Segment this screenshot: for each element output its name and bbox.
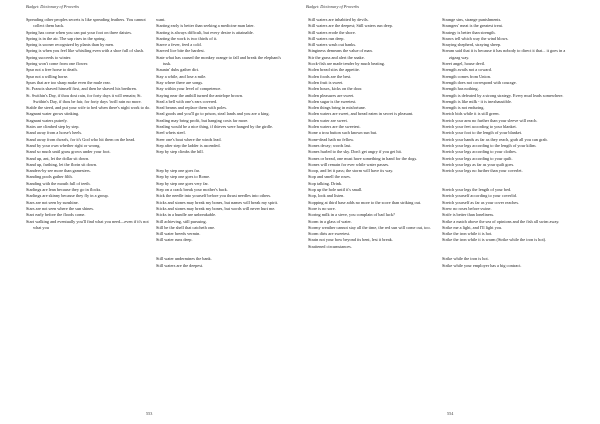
proverb-entry: Step by step one goes far.: [156, 168, 200, 174]
proverb-entry: Store is no sore.: [308, 205, 336, 211]
proverb-entry: Still water undermines the bank.: [156, 256, 212, 262]
proverb-entry: Stretch your legs the length of your bed.: [442, 187, 512, 193]
running-head-right: Budget: Dictionary of Proverbs: [306, 4, 359, 9]
proverb-entry: Stretch your legs according to your clothes.: [442, 149, 517, 155]
proverb-entry: Steer one's boat where the winds lead.: [156, 136, 222, 142]
proverb-entry: Steal beams and replace them with poles.: [156, 105, 227, 111]
proverb-entry: Strain not your bow beyond its bent, lest it break.: [308, 237, 393, 243]
proverb-entry: Standers-by see more than gamesters.: [26, 168, 91, 174]
proverb-entry: Stone-dead hath no fellow.: [308, 136, 355, 142]
proverb-entry: Stretch your foot to the length of your blanket.: [442, 130, 523, 136]
proverb-entry: Steal a bell with one's ears covered.: [156, 98, 218, 104]
proverb-entry: Spring has come when you can put your foot on three daisies.: [26, 29, 132, 35]
proverb-entry: Stopping at third base adds no more to the score than striking out.: [308, 199, 422, 205]
proverb-entry: Stealing may bring profit, but hanging costs far more.: [156, 117, 249, 123]
proverb-entry: Stand up, ant, let the dollar sit down.: [26, 155, 90, 161]
proverb-entry: Step by step climbs the hill.: [156, 149, 204, 155]
proverb-entry: Stay a while, and lose a mile.: [156, 73, 207, 79]
proverb-entry: Still water breeds vermin.: [156, 231, 201, 237]
proverb-entry: Stretch yourself as far as your cover reaches.: [442, 199, 520, 205]
proverb-entry: Start walking and eventually you'll find what you need—even if it's not what you: [26, 218, 149, 230]
proverb-entry: Stretch your arm no further than your sleeve will reach.: [442, 117, 538, 123]
entry-gap: [156, 248, 283, 252]
proverb-entry: Starting is always difficult, but every desire is attainable.: [156, 29, 254, 35]
proverb-entry: Stable the steed, and put your wife to bed when there's night work to do.: [26, 105, 151, 111]
proverb-entry: Stolen pleasures are sweet.: [308, 92, 355, 98]
proverb-entry: Still water runs deep.: [156, 237, 193, 243]
proverb-entry: Step after step the ladder is ascended.: [156, 142, 221, 148]
proverb-entry: Stop talking. Drink.: [308, 180, 343, 186]
right-page-column-1: [308, 17, 435, 250]
proverb-entry: Strew no roses before swine.: [442, 205, 492, 211]
proverb-entry: Strangers' meat is the greatest treat.: [442, 23, 503, 29]
proverb-entry: Steal goods and you'll go to prison, steal lands and you are a king.: [156, 111, 270, 117]
proverb-entry: Stoop, and let it pass; the storm will have its way.: [308, 168, 394, 174]
proverb-entry: Still waters erode the shore.: [308, 29, 356, 35]
proverb-entry: Stone a trou button such known sun but.: [308, 130, 378, 136]
proverb-entry: Still waters are inhabited by devils.: [308, 17, 369, 22]
entry-gap: [156, 160, 283, 164]
proverb-entry: Strength comes from Union.: [442, 73, 491, 79]
proverb-entry: Stealing would be a nice thing, if thieves were hanged by the girdle.: [156, 124, 273, 130]
proverb-entry: Still waters are the deepest.: [156, 262, 204, 268]
proverb-entry: Stolen foods are the best.: [308, 73, 352, 79]
proverb-entry: Stairs are climbed step by step.: [26, 124, 80, 130]
page-number-right: 554: [447, 411, 454, 416]
proverb-entry: Step on a crack break your mother's back.: [156, 187, 228, 193]
proverb-entry: Staunin' dubs gather dirt.: [156, 67, 200, 73]
proverb-entry: Strength is defeated by a strong strategy. Every mud leads somewhere.: [442, 92, 564, 98]
proverb-entry: Starved lice bite the hardest.: [156, 48, 205, 54]
proverb-entry: Still be the shell that catcheth one.: [156, 224, 216, 230]
proverb-entry: Stolen fruit is sweet.: [308, 79, 344, 85]
proverb-entry: Straying shepherd, straying sheep.: [442, 42, 502, 48]
proverb-entry: Storing milk in a sieve, you complain of bad luck?: [308, 212, 395, 218]
proverb-entry: Strategy is better than strength.: [442, 29, 496, 35]
proverb-entry: Start early before the floods come.: [26, 212, 86, 218]
proverb-entry: St. Swithin's Day, if thou dost rain, for forty days it will remain; St. Swithin's Day, if thou be fair, for forty days 'twill rain no more.: [26, 92, 142, 104]
proverb-entry: Sticks and stones may break my bones, but names will break my spirit.: [156, 199, 278, 205]
proverb-entry: Still achieving, still pursuing.: [156, 218, 207, 224]
proverb-entry: Stormy weather cannot stay all the time, the red sun will come out, too.: [308, 224, 431, 230]
proverb-entry: Strike while your employer has a big contract.: [442, 262, 522, 268]
proverb-entry: Spring is sooner recognized by plants than by men.: [26, 42, 114, 48]
proverb-entry: Standing pools gather filth.: [26, 174, 73, 180]
proverb-entry: Strife is better than loneliness.: [442, 212, 495, 218]
proverb-entry: Steel whets steel.: [156, 130, 186, 136]
proverb-entry: Stolen water are sweet.: [308, 117, 348, 123]
right-page-column-2: [442, 17, 569, 269]
proverb-entry: Stand away from dwarfs, for it's God who hit them on the head.: [26, 136, 136, 142]
right-page: [300, 0, 600, 424]
proverb-entry: Stretch yourself according to your coverlid.: [442, 193, 517, 199]
proverb-entry: Strength is not enduring.: [442, 105, 485, 111]
proverb-entry: Strange sins, strange punishments.: [442, 17, 502, 22]
proverb-entry: Sticks in a bundle are unbreakable.: [156, 212, 217, 218]
proverb-entry: Stand by your own whether right or wrong.: [26, 142, 101, 148]
proverb-entry: Strike the iron while it is warm (Strike while the iron is hot).: [442, 237, 547, 243]
proverb-entry: Spur not a free horse to death.: [26, 67, 78, 73]
proverb-entry: Stretch your hands as far as they reach, grab all you can grab.: [442, 136, 548, 142]
proverb-entry: Stolen hours, kicks on the door.: [308, 86, 363, 92]
proverb-entry: Stretch your legs according to the length of your kilim.: [442, 142, 537, 148]
proverb-entry: Stop up the hole until it's small.: [308, 187, 363, 193]
proverb-entry: Stir the grass and alert the snake.: [308, 54, 365, 60]
proverb-entry: Stay within your level of competence.: [156, 86, 222, 92]
proverb-entry: Still waters wash out banks.: [308, 42, 357, 48]
proverb-entry: Stolen waters are sweet, and bread eaten in secret is pleasant.: [308, 111, 414, 117]
proverb-entry: Stop, look and listen.: [308, 193, 345, 199]
proverb-entry: Stay where there are songs.: [156, 79, 204, 85]
proverb-entry: Strike while the iron is hot.: [442, 256, 489, 262]
proverb-entry: Stand away from a horse's heels.: [26, 130, 83, 136]
proverb-entry: Stop and smell the roses.: [308, 174, 351, 180]
proverb-entry: Stand up, farthing, let the florin sit down.: [26, 161, 98, 167]
proverb-entry: Spring is in the air. The sap rises in the spring.: [26, 35, 106, 41]
proverb-entry: Stolen waters are the sweetest.: [308, 124, 361, 130]
proverb-entry: St. Francis shaved himself first, and then he shaved his brethren.: [26, 86, 137, 92]
proverb-entry: Standing with the mouth full of teeth.: [26, 180, 91, 186]
proverb-entry: Stolen sugar is the sweetest.: [308, 98, 357, 104]
proverb-entry: Storm in a glass of water.: [308, 218, 352, 224]
proverb-entry: Strength does not correspond with courage.: [442, 79, 517, 85]
proverb-entry: Spring is when you feel like whistling even with a shoe full of slush.: [26, 48, 144, 54]
proverb-entry: Stones hurled to the sky. Don't get angry if you get hit.: [308, 149, 402, 155]
proverb-entry: Still waters run deep.: [308, 35, 345, 41]
proverb-entry: Starve a fever, feed a cold.: [156, 42, 202, 48]
proverb-entry: Spurs that are too sharp make even the mule rear.: [26, 79, 111, 85]
proverb-entry: Strength avails not a coward.: [442, 67, 492, 73]
proverb-entry: Step by step one goes to Rome.: [156, 174, 211, 180]
proverb-entry: Starting the work is two thirds of it.: [156, 35, 218, 41]
proverb-entry: Stretch your legs no further than your coverlet.: [442, 168, 523, 174]
proverb-entry: Starlings are skinny because they fly in a group.: [26, 193, 109, 199]
proverb-entry: Stones decay; words last.: [308, 142, 352, 148]
proverb-entry: Stinginess demeans the value of man.: [308, 48, 373, 54]
proverb-entry: Starlings are lean because they go in flocks.: [26, 187, 102, 193]
proverb-entry: Stolen bread stirs the appetite.: [308, 67, 360, 73]
proverb-entry: Spring won't come from one flower.: [26, 61, 89, 67]
proverb-entry: Stream said that it is because it has nobody to direct it that... it goes in a zigzag way.: [442, 48, 566, 60]
proverb-entry: Stones will remain for ever while water passes.: [308, 161, 390, 167]
proverb-entry: Straitened circumstances.: [308, 243, 352, 249]
proverb-entry: Storm dirts are sweetest.: [308, 231, 351, 237]
proverb-entry: Street angel, house devil.: [442, 61, 486, 67]
proverb-entry: Stretch bids while it is still green.: [442, 111, 500, 117]
proverb-entry: Stretch your legs as far as your quilt goes.: [442, 161, 515, 167]
proverb-entry: Stones or bread, one must have something in hand for the dogs.: [308, 155, 418, 161]
proverb-entry: Stock-fish are made tender by much beating.: [308, 61, 385, 67]
entry-gap: [442, 179, 569, 183]
proverb-entry: Still waters are the deepest; Still waters run deep.: [308, 23, 393, 29]
proverb-entry: Step by step one goes very far.: [156, 180, 209, 186]
proverb-entry: Stand so much until grass grows under your foot.: [26, 149, 111, 155]
proverb-entry: Stars are not seen by sunshine.: [26, 199, 79, 205]
proverb-entry: State what has caused the monkey orange to fall and break the elephant's tusk.: [156, 54, 282, 67]
proverb-entry: Strength is like milk - it is inexhaustible.: [442, 98, 512, 104]
left-page-column-1: [26, 17, 153, 231]
proverb-entry: Stagnant waters putrefy.: [26, 117, 68, 123]
proverb-entry: Spur not a willing horse.: [26, 73, 69, 79]
page-number-left: 553: [146, 411, 153, 416]
proverb-entry: Strike me a light, and I'll light you.: [442, 224, 503, 230]
proverb-entry: Stolen things bring in misfortune.: [308, 105, 366, 111]
proverb-entry: Strength has nothing.: [442, 86, 479, 92]
proverb-entry: Sticks and stones may break my bones, but words will never hurt me.: [156, 205, 276, 211]
proverb-entry: Strike the iron while it is hot.: [442, 231, 493, 237]
proverb-entry: Stretch your legs according to your quilt.: [442, 155, 513, 161]
proverb-entry: Stretch your feet according to your blanket.: [442, 124, 517, 130]
proverb-entry: Staying near the anthill turned the antelope brown.: [156, 92, 244, 98]
left-page-column-2: [156, 17, 283, 269]
proverb-entry: Stagnant water grows stinking.: [26, 111, 80, 117]
entry-gap: [442, 248, 569, 252]
proverb-entry: Straws tell which way the wind blows.: [442, 35, 509, 41]
proverb-entry: Spreading other peoples secrets is like spreading feathers. You cannot collect them back.: [26, 17, 146, 29]
proverb-entry: Starting early is better than seeking a medicine man later.: [156, 23, 255, 29]
running-head-left: Budget: Dictionary of Proverbs: [26, 4, 79, 9]
proverb-entry: want.: [156, 17, 166, 22]
proverb-entry: Spring succeeds to winter.: [26, 54, 72, 60]
proverb-entry: Strike a match above the sea of opinions and the fish all swim away.: [442, 218, 560, 224]
proverb-entry: Stick the needle into yourself before you thrust needles into others.: [156, 193, 272, 199]
proverb-entry: Stars are not seen where the sun shines.: [26, 205, 95, 211]
